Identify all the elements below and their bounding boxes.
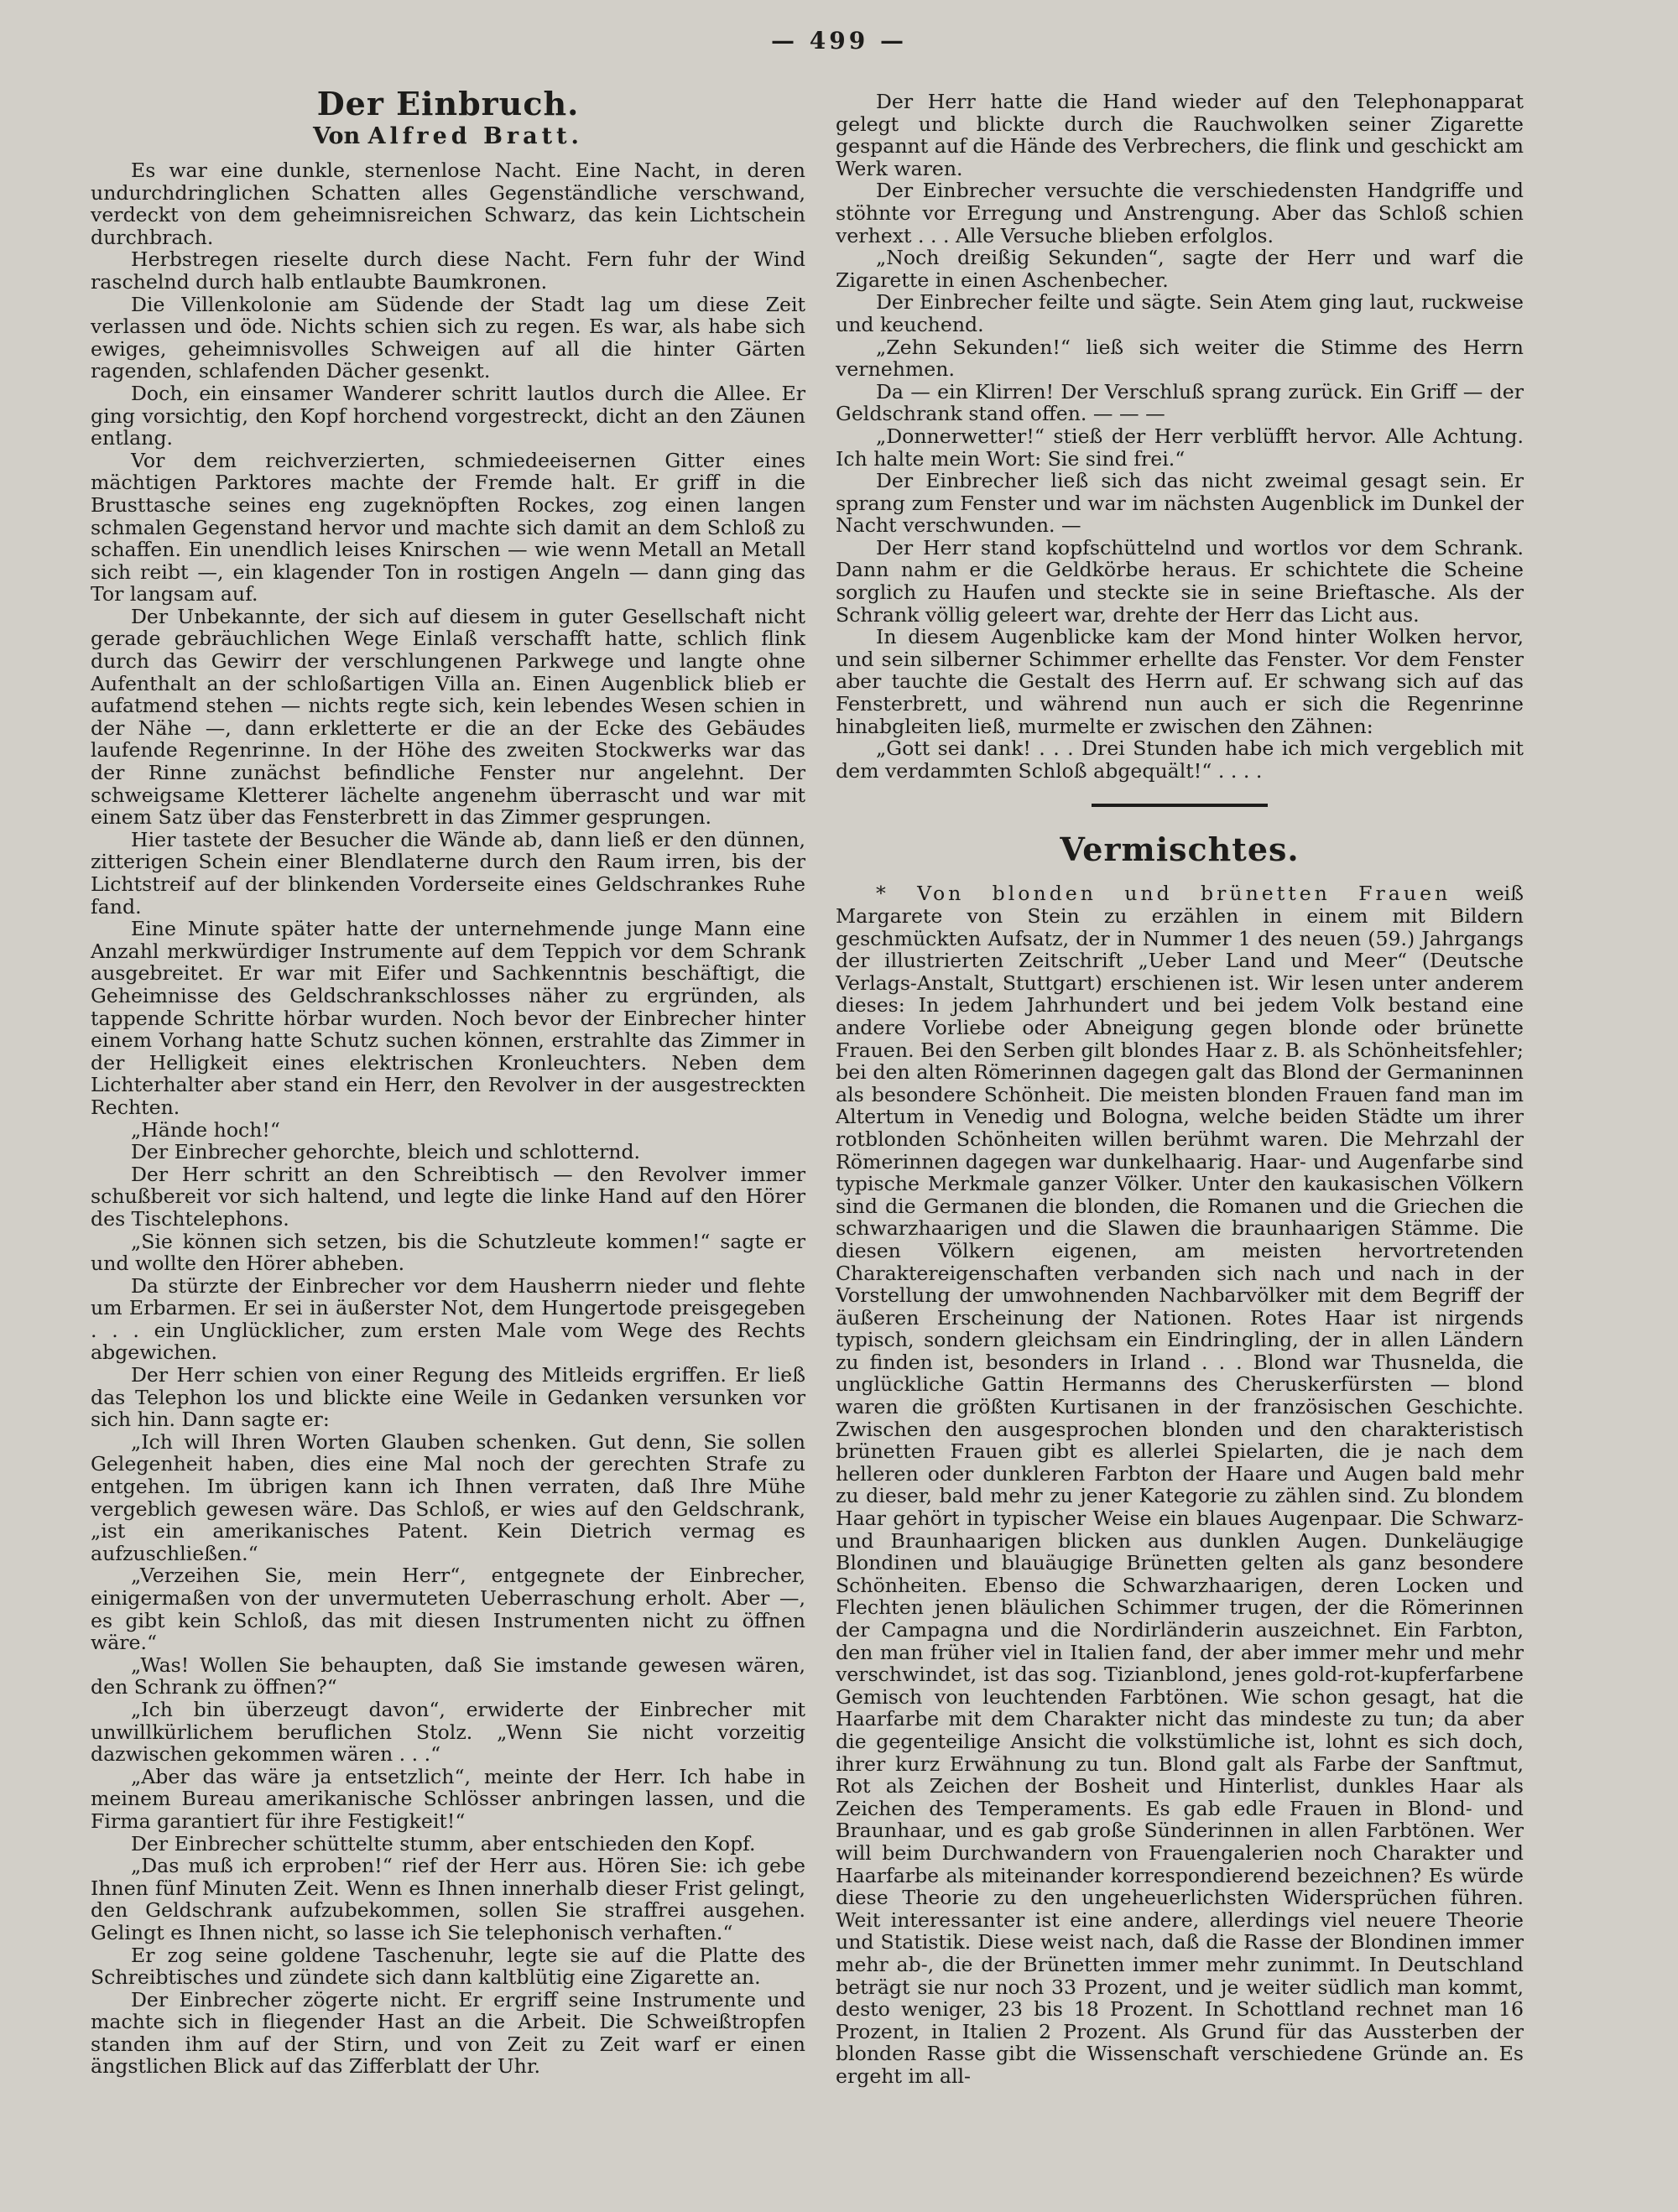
story-paragraph: Da stürzte der Einbrecher vor dem Hausherrn nieder und flehte um Erbarmen. Er sei in äußerster Not, dem Hungertode preisgegeben . . . ein Unglücklicher, zum ersten Male vom Wege des Rechts abgewichen. [91, 1273, 805, 1365]
story-paragraph: Der Unbekannte, der sich auf diesem in guter Gesellschaft nicht gerade gebräuchlichen Wege Einlaß verschafft hatte, schlich flink durch das Gewirr der verschlungenen Parkwege und langte ohne Aufenthalt an der schloßartigen Villa an. Einen Augenblick blieb er aufatmend stehen — nichts regte sich, kein lebendes Wesen schien in der Nähe —, dann erkletterte er die an der Ecke des Gebäudes laufende Regenrinne. In der Höhe des zweiten Stockwerks war das der Rinne zunächst befindliche Fenster nur angelehnt. Der schweigsame Kletterer lächelte angenehm überrascht und war mit einem Satz über das Fensterbrett in das Zimmer gesprungen. [91, 604, 805, 830]
story-paragraph: Hier tastete der Besucher die Wände ab, dann ließ er den dünnen, zitterigen Schein einer Blendlaterne durch den Raum irren, bis der Lichtstreif auf der blinkenden Vorderseite eines Geldschrankes Ruhe fand. [91, 827, 805, 919]
story-paragraph: „Noch dreißig Sekunden“, sagte der Herr und warf die Zigarette in einen Aschenbecher. [836, 246, 1524, 292]
section-divider [1092, 804, 1268, 807]
story-paragraph: „Gott sei dank! . . . Drei Stunden habe ich mich vergeblich mit dem verdammten Schloß abgequält!“ . . . . [836, 736, 1524, 783]
story-paragraph: „Donnerwetter!“ stieß der Herr verblüfft hervor. Alle Achtung. Ich halte mein Wort: Sie sind frei.“ [836, 424, 1524, 471]
author-prefix: Von [313, 123, 361, 149]
story-author [91, 124, 805, 149]
story-paragraph: In diesem Augenblicke kam der Mond hinter Wolken hervor, und sein silberner Schimmer erhellte das Fenster. Vor dem Fenster aber tauchte die Gestalt des Herrn auf. Er schwang sich auf das Fensterbrett, und während nun auch er sich die Regenrinne hinabgleiten ließ, murmelte er zwischen den Zähnen: [836, 625, 1524, 738]
story-paragraph: Der Herr schien von einer Regung des Mitleids ergriffen. Er ließ das Telephon los und blickte eine Weile in Gedanken versunken vor sich hin. Dann sagte er: [91, 1363, 805, 1432]
story-paragraph: „Das muß ich erproben!“ rief der Herr aus. Hören Sie: ich gebe Ihnen fünf Minuten Zeit. Wenn es Ihnen innerhalb dieser Frist gelingt, den Geldschrank aufzubekommen, sollen Sie straffrei ausgehen. Gelingt es Ihnen nicht, so lasse ich Sie telephonisch verhaften.“ [91, 1854, 805, 1944]
story-paragraph: Der Einbrecher feilte und sägte. Sein Atem ging laut, ruckweise und keuchend. [836, 290, 1524, 336]
story-paragraph: Der Einbrecher versuchte die verschiedensten Handgriffe und stöhnte vor Erregung und Anstrengung. Aber das Schloß schien verhext . . . Alle Versuche blieben erfolglos. [836, 179, 1524, 247]
story-paragraph: „Aber das wäre ja entsetzlich“, meinte der Herr. Ich habe in meinem Bureau amerikanische Schlösser anbringen lassen, und die Firma garantiert für ihre Festigkeit!“ [91, 1764, 805, 1833]
story-paragraph: „Zehn Sekunden!“ ließ sich weiter die Stimme des Herrn vernehmen. [836, 335, 1524, 382]
story-paragraph: Der Einbrecher ließ sich das nicht zweimal gesagt sein. Er sprang zum Fenster und war im nächsten Augenblick im Dunkel der Nacht verschwunden. — [836, 469, 1524, 538]
story-title: Der Einbruch. [316, 85, 580, 122]
misc-lead: * Von blonden und brünetten Frauen [876, 882, 1451, 906]
story-paragraph: Eine Minute später hatte der unternehmende junge Mann eine Anzahl merkwürdiger Instrumente auf dem Teppich vor dem Schrank ausgebreitet. Er war mit Eifer und Sachkenntnis beschäftigt, die Geheimnisse des Geldschrankschlosses näher zu ergründen, als tappende Schritte hörbar wurden. Noch bevor der Einbrecher hinter einem Vorhang hatte Schutz suchen können, erstrahlte das Zimmer in der Helligkeit eines elektrischen Kronleuchters. Neben dem Lichterhalter aber stand ein Herr, den Revolver in der ausgestreckten Rechten. [91, 917, 805, 1119]
misc-paragraph [836, 882, 1524, 2087]
story-paragraph: „Sie können sich setzen, bis die Schutzleute kommen!“ sagte er und wollte den Hörer abheben. [91, 1229, 805, 1276]
story-column-left [91, 82, 805, 2078]
story-paragraph: Es war eine dunkle, sternenlose Nacht. Eine Nacht, in deren undurchdringlichen Schatten alles Gegenständliche verschwand, verdeckt von dem geheimnisreichen Schwarz, das kein Lichtschein durchbrach. [91, 159, 805, 249]
story-paragraph: Der Herr hatte die Hand wieder auf den Telephonapparat gelegt und blickte durch die Rauchwolken seiner Zigarette gespannt auf die Hände des Verbrechers, die flink und geschickt am Werk waren. [836, 90, 1524, 180]
story-paragraph: Herbstregen rieselte durch diese Nacht. Fern fuhr der Wind raschelnd durch halb entlaubte Baumkronen. [91, 247, 805, 294]
story-paragraph: „Verzeihen Sie, mein Herr“, entgegnete der Einbrecher, einigermaßen von der unvermuteten Ueberraschung erholt. Aber —, es gibt kein Schloß, das mit diesen Instrumenten nicht zu öffnen wäre.“ [91, 1564, 805, 1655]
story-paragraph: „Ich bin überzeugt davon“, erwiderte der Einbrecher mit unwillkürlichem beruflichen Stolz. „Wenn Sie nicht vorzeitig dazwischen gekommen wären . . .“ [91, 1697, 805, 1767]
story-paragraph: Da — ein Klirren! Der Verschluß sprang zurück. Ein Griff — der Geldschrank stand offen. — — — [836, 379, 1524, 426]
story-paragraph: Der Einbrecher schüttelte stumm, aber entschieden den Kopf. [131, 1831, 756, 1855]
story-paragraph: „Ich will Ihren Worten Glauben schenken. Gut denn, Sie sollen Gelegenheit haben, dies eine Mal noch der gerechten Strafe zu entgehen. Im übrigen kann ich Ihnen verraten, daß Ihre Mühe vergeblich gewesen wäre. Das Schloß, er wies auf den Geldschrank, „ist ein amerikanisches Patent. Kein Dietrich vermag es aufzuschließen.“ [91, 1429, 805, 1565]
story-paragraph: Die Villenkolonie am Südende der Stadt lag um diese Zeit verlassen und öde. Nichts schien sich zu regen. Es war, als habe sich ewiges, geheimnisvolles Schweigen auf all die hinter Gärten ragenden, schlafenden Dächer gesenkt. [91, 292, 805, 383]
page-number: — 499 — [771, 27, 907, 55]
story-paragraph: Der Einbrecher gehorchte, bleich und schlotternd. [131, 1140, 641, 1164]
story-paragraph: „Hände hoch!“ [131, 1117, 280, 1142]
story-paragraph: Doch, ein einsamer Wanderer schritt lautlos durch die Allee. Er ging vorsichtig, den Kopf horchend vorgestreckt, dicht an den Zäunen entlang. [91, 381, 805, 450]
story-column-right [836, 91, 1524, 2087]
story-paragraph: Vor dem reichverzierten, schmiedeeisernen Gitter eines mächtigen Parktores machte der Fremde halt. Er griff in die Brusttasche seines eng zugeknöpften Rockes, zog einen langen schmalen Gegenstand hervor und machte sich damit an dem Schloß zu schaffen. Ein unendlich leises Knirschen — wie wenn Metall an Metall sich reibt —, ein klagender Ton in rostigen Angeln — dann ging das Tor langsam auf. [91, 448, 805, 606]
story-paragraph: Der Herr stand kopfschüttelnd und wortlos vor dem Schrank. Dann nahm er die Geldkörbe heraus. Er schichtete die Scheine sorglich zu Haufen und steckte sie in seine Brieftasche. Als der Schrank völlig geleert war, drehte der Herr das Licht aus. [836, 535, 1524, 627]
section-title: Vermischtes. [1060, 830, 1300, 869]
story-paragraph: Der Herr schritt an den Schreibtisch — den Revolver immer schußbereit vor sich haltend, und legte die linke Hand auf den Hörer des Tischtelephons. [91, 1162, 805, 1231]
story-paragraph: Der Einbrecher zögerte nicht. Er ergriff seine Instrumente und machte sich in fliegender Hast an die Arbeit. Die Schweißtropfen standen ihm auf der Stirn, und von Zeit zu Zeit warf er einen ängstlichen Blick auf das Zifferblatt der Uhr. [91, 1987, 805, 2079]
story-paragraph: „Was! Wollen Sie behaupten, daß Sie imstande gewesen wären, den Schrank zu öffnen?“ [91, 1652, 805, 1699]
author-name: Alfred Bratt. [367, 123, 583, 149]
misc-body: weiß Margarete von Stein zu erzählen in einem mit Bildern geschmückten Aufsatz, der in Nummer 1 des neuen (59.) Jahrgangs der illustrierten Zeitschrift „Ueber Land und Meer“ (Deutsche Verlags-Anstalt, Stuttgart) erschienen ist. Wir lesen unter anderem dieses: In jedem Jahrhundert und bei jedem Volk bestand eine andere Vorliebe oder Abneigung gegen blonde oder brünette Frauen. Bei den Serben gilt blondes Haar z. B. als Schönheitsfehler; bei den alten Römerinnen dagegen galt das Blond der Germaninnen als besondere Schönheit. Die meisten blonden Frauen fand man im Altertum in Venedig und Bologna, welche beiden Städte um ihrer rotblonden Schönheiten willen berühmt waren. Die Mehrzahl der Römerinnen dagegen war dunkelhaarig. Haar- und Augenfarbe sind typische Merkmale ganzer Völker. Unter den kaukasischen Völkern sind die Germanen die blonden, die Romanen und die Griechen die schwarzhaarigen und die Slawen die braunhaarigen Stämme. Die diesen Völkern eigenen, am meisten hervortretenden Charaktereigenschaften verbanden sich nach und nach in der Vorstellung der umwohnenden Nachbarvölker mit dem Begriff der äußeren Erscheinung der Nationen. Rotes Haar ist nirgends typisch, sondern gleichsam ein Eindringling, der in allen Ländern zu finden ist, besonders in Irland . . . Blond war Thusnelda, die unglückliche Gattin Hermanns des Cheruskerfürsten — blond waren die größten Kurtisanen in der französischen Geschichte. Zwischen den ausgesprochen blonden und den charakteristisch brünetten Frauen gibt es allerlei Spielarten, die je nach dem helleren oder dunkleren Farbton der Haare und Augen bald mehr zu dieser, bald mehr zu jener Kategorie zu zählen sind. Zu blondem Haar gehört in typischer Weise ein blaues Augenpaar. Die Schwarz- und Braunhaarigen blicken aus dunklen Augen. Dunkeläugige Blondinen und blauäugige Brünetten gelten als ganz besondere Schönheiten. Ebenso die Schwarzhaarigen, deren Locken und Flechten jenen bläulichen Schimmer trugen, der die Römerinnen der Campagna und die Nordirländerin auszeichnet. Ein Farbton, den man früher viel in Italien fand, der aber immer mehr und mehr verschwindet, ist das sog. Tizianblond, jenes gold-rot-kupferfarbene Gemisch von leuchtenden Farbtönen. Wie schon gesagt, hat die Haarfarbe mit dem Charakter nicht das mindeste zu tun; da aber die gegenteilige Ansicht die volkstümliche ist, lohnt es sich doch, ihrer kurz Erwähnung zu tun. Blond galt als Farbe der Sanftmut, Rot als Zeichen der Bosheit und Hinterlist, dunkles Haar als Zeichen des Temperaments. Es gab edle Frauen in Blond- und Braunhaar, und es gab große Sünderinnen in allen Farbtönen. Wer will beim Durchwandern von Frauengalerien noch Charakter und Haarfarbe als miteinander korrespondierend bezeichnen? Es würde diese Theorie zu den ungeheuerlichsten Widersprüchen führen. Weit interessanter ist eine andere, allerdings viel neuere Theorie und Statistik. Diese weist nach, daß die Rasse der Blondinen immer mehr ab-, die der Brünetten immer mehr zunimmt. In Deutschland beträgt sie nur noch 33 Prozent, und je weiter südlich man kommt, desto weniger, 23 bis 18 Prozent. In Schottland rechnet man 16 Prozent, in Italien 2 Prozent. Als Grund für das Aussterben der blonden Rasse gibt die Wissenschaft verschiedene Gründe an. Es ergeht im all- [836, 882, 1524, 2088]
story-paragraph: Er zog seine goldene Taschenuhr, legte sie auf die Platte des Schreibtisches und zündete sich dann kaltblütig eine Zigarette an. [91, 1943, 805, 1990]
